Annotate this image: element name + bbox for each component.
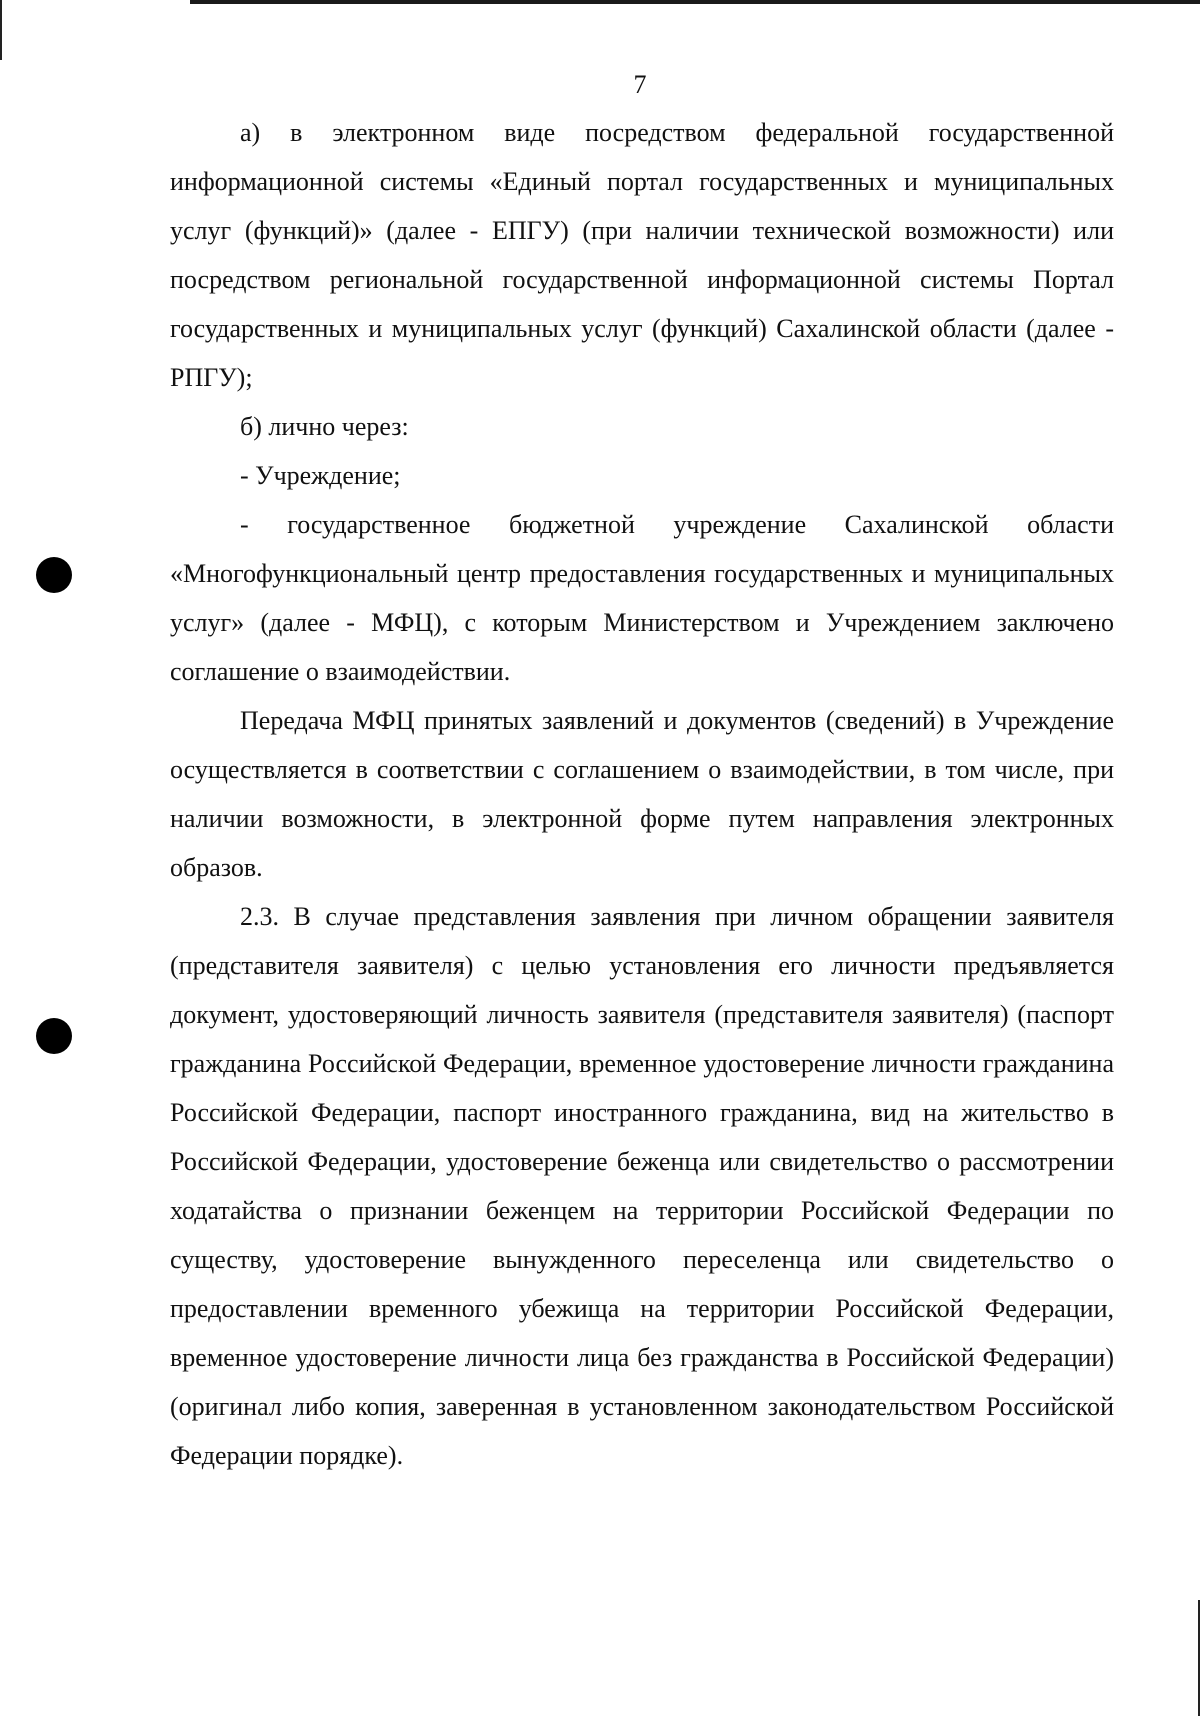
paragraph-mfc-transfer: Передача МФЦ принятых заявлений и документов (сведений) в Учреждение осуществляется в соответствии с соглашением о взаимодействии, в том числе, при наличии возможности, в электронной форме путем направления электронных образов.	[170, 706, 1114, 882]
document-body	[170, 108, 1114, 1480]
scan-top-edge	[190, 0, 1200, 4]
scan-left-edge	[0, 0, 2, 60]
paragraph-identity-documents: 2.3. В случае представления заявления при личном обращении заявителя (представителя заявителя) с целью установления его личности предъявляется документ, удостоверяющий личность заявителя (представителя заявителя) (паспорт гражданина Российской Федерации, временное удостоверение личности гражданина Российской Федерации, паспорт иностранного гражданина, вид на жительство в Российской Федерации, удостоверение беженца или свидетельство о рассмотрении ходатайства о признании беженцем на территории Российской Федерации по существу, удостоверение вынужденного переселенца или свидетельство о предоставлении временного убежища на территории Российской Федерации, временное удостоверение личности лица без гражданства в Российской Федерации) (оригинал либо копия, заверенная в установленном законодательством Российской Федерации порядке).	[170, 902, 1114, 1470]
list-item-mfc: - государственное бюджетной учреждение Сахалинской области «Многофункциональный центр предоставления государственных и муниципальных услуг» (далее - МФЦ), с которым Министерством и Учреждением заключено соглашение о взаимодействии.	[170, 510, 1114, 686]
punch-hole-upper	[36, 557, 72, 593]
paragraph-in-person-heading: б) лично через:	[240, 412, 409, 441]
list-item-institution: - Учреждение;	[240, 461, 401, 490]
punch-hole-lower	[36, 1018, 72, 1054]
paragraph-electronic-submission: а) в электронном виде посредством федеральной государственной информационной системы «Единый портал государственных и муниципальных услуг (функций)» (далее - ЕПГУ) (при наличии технической возможности) или посредством региональной государственной информационной системы Портал государственных и муниципальных услуг (функций) Сахалинской области (далее - РПГУ);	[170, 118, 1114, 392]
page-number: 7	[633, 70, 647, 99]
